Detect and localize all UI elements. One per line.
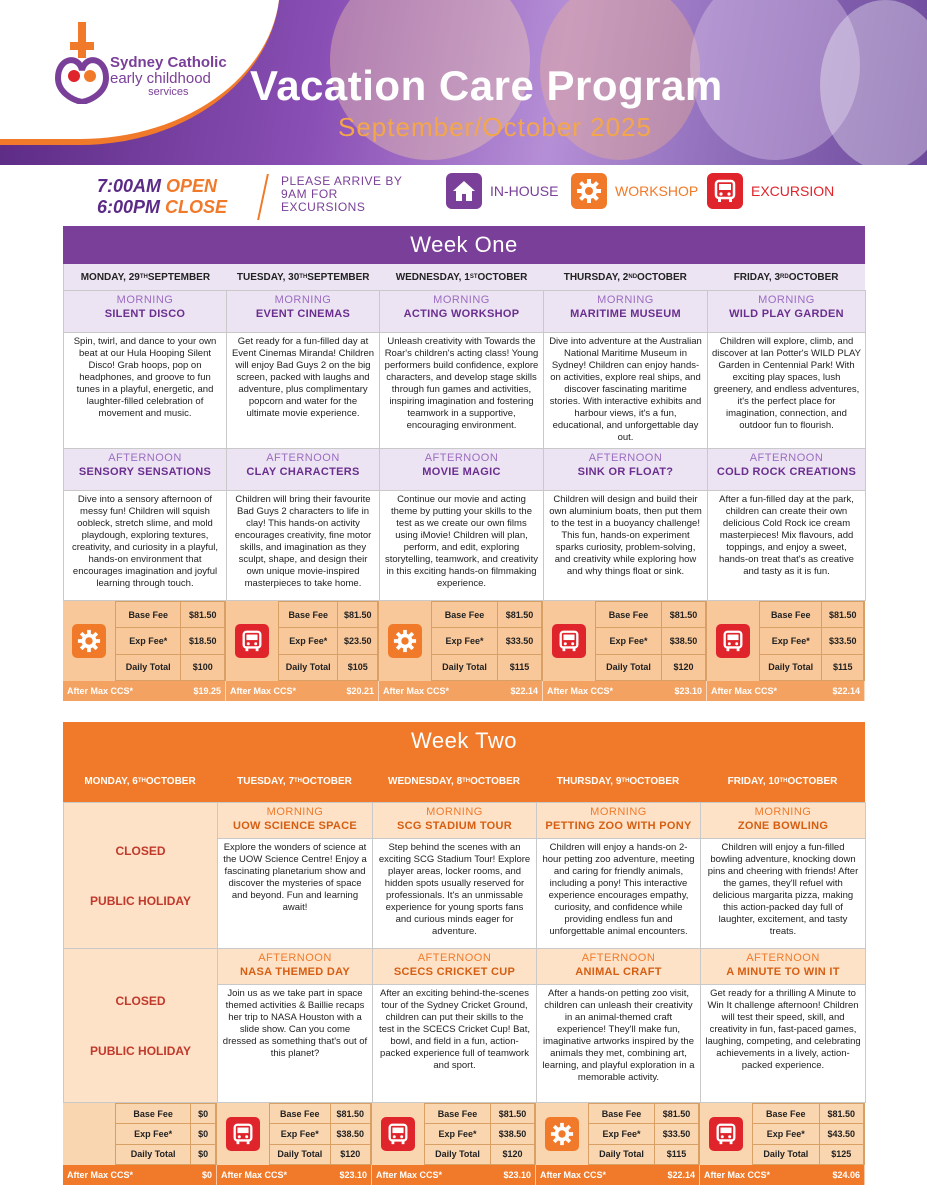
daily-total-label: Daily Total xyxy=(760,654,822,680)
week-one-day-row xyxy=(63,264,865,290)
morning-label: MORNING xyxy=(590,806,647,818)
daily-total-value: $120 xyxy=(491,1144,535,1164)
afternoon-label: AFTERNOON xyxy=(424,452,499,464)
morning-label: MORNING xyxy=(266,806,324,818)
base-fee-label: Base Fee xyxy=(753,1104,820,1124)
activity-description: Children will design and build their own aluminium boats, then put them to the test in a buoyancy challenge! This fun, hands-on experiment sparks curiosity, problem-solving, and creativity while exploring how and why things float or sink. xyxy=(544,491,708,601)
daily-total-label: Daily Total xyxy=(116,654,181,680)
activity-title: MOVIE MAGIC xyxy=(422,466,501,478)
ccs-label: After Max CCS* xyxy=(547,686,614,696)
day-header: WEDNESDAY, 1 ST OCTOBER xyxy=(395,271,528,283)
activity-type xyxy=(63,601,115,681)
legend-inhouse xyxy=(446,173,558,209)
activity-description: After a fun-filled day at the park, children can create their own delicious Cold Rock ice cream masterpieces! Mix flavours, add toppings, and enjoy a sweet, hands-on treat that's as creative and tasty as it is fun. xyxy=(708,491,866,601)
afternoon-slot xyxy=(708,449,866,491)
afternoon-slot xyxy=(64,449,227,491)
afternoon-label: AFTERNOON xyxy=(581,952,656,964)
close-time: 6:00PM xyxy=(97,197,161,217)
ccs-value: $22.14 xyxy=(510,686,538,696)
exp-fee-label: Exp Fee* xyxy=(760,628,822,654)
gear-icon xyxy=(571,173,607,209)
holiday-label: PUBLIC HOLIDAY xyxy=(90,893,191,908)
activity-description: Step behind the scenes with an exciting SCG Stadium Tour! Explore player areas, locker rooms, and hidden spots usually reserved for professionals. It's an unmissable experience for young sports fans and curious minds eager for adventure. xyxy=(373,839,537,949)
morning-slot xyxy=(537,803,701,839)
ccs-value: $20.21 xyxy=(346,686,374,696)
ccs-value: $23.10 xyxy=(674,686,702,696)
daily-total-label: Daily Total xyxy=(432,654,498,680)
activity-description: Unleash creativity with Towards the Roar's children's acting class! Young performers build confidence, explore characters, and develop stage skills through fun games and activities, inspiring imagination and fostering teamwork in a supportive, encouraging environment. xyxy=(380,333,544,449)
activity-title: UOW SCIENCE SPACE xyxy=(232,820,358,832)
day-header: WEDNESDAY, 8 TH OCTOBER xyxy=(388,775,520,787)
ccs-value: $22.14 xyxy=(667,1170,695,1180)
afternoon-slot xyxy=(380,449,544,491)
morning-slot xyxy=(708,291,866,333)
base-fee-label: Base Fee xyxy=(279,602,338,628)
morning-slot xyxy=(218,803,373,839)
day-header: TUESDAY, 30 TH SEPTEMBER xyxy=(236,271,370,283)
fee-box xyxy=(379,601,543,681)
base-fee-value: $81.50 xyxy=(498,602,542,628)
opening-hours xyxy=(97,176,227,218)
arrival-note: PLEASE ARRIVE BY 9AM FOR EXCURSIONS xyxy=(281,174,403,214)
exp-fee-value: $38.50 xyxy=(330,1124,370,1144)
week-two-table xyxy=(63,722,865,1185)
ccs-cell xyxy=(63,681,226,701)
week-one-fees xyxy=(63,601,865,681)
fee-box xyxy=(226,601,379,681)
afternoon-slot xyxy=(701,949,866,985)
exp-fee-value: $0 xyxy=(191,1124,216,1144)
week-two-fees xyxy=(63,1103,865,1165)
morning-label: MORNING xyxy=(758,294,815,306)
open-word: OPEN xyxy=(166,176,218,196)
gear-icon xyxy=(388,624,422,658)
base-fee-value: $81.50 xyxy=(819,1104,863,1124)
daily-total-value: $100 xyxy=(181,654,225,680)
bus-icon xyxy=(381,1117,415,1151)
afternoon-slot xyxy=(218,949,373,985)
morning-slot xyxy=(544,291,708,333)
ccs-value: $0 xyxy=(201,1170,212,1180)
bus-icon xyxy=(709,1117,743,1151)
ccs-value: $23.10 xyxy=(339,1170,367,1180)
bus-icon xyxy=(716,624,750,658)
activity-description: Continue our movie and acting theme by putting your skills to the test as we create our own films using iMovie! Children will plan, perform, and edit, exploring storytelling, teamwork, and creativity in this exciting hands-on filmmaking experience. xyxy=(380,491,544,601)
day-header: THURSDAY, 2 ND OCTOBER xyxy=(563,271,687,283)
morning-slot xyxy=(373,803,537,839)
exp-fee-label: Exp Fee* xyxy=(596,628,662,654)
day-header: FRIDAY, 10 TH OCTOBER xyxy=(727,775,838,787)
ccs-label: After Max CCS* xyxy=(376,1170,443,1180)
activity-title: ZONE BOWLING xyxy=(737,820,829,832)
activity-title: SCECS CRICKET CUP xyxy=(393,966,516,978)
logo-icon xyxy=(52,18,112,104)
base-fee-label: Base Fee xyxy=(425,1104,491,1124)
open-time: 7:00AM xyxy=(97,176,162,196)
exp-fee-value: $33.50 xyxy=(822,628,864,654)
base-fee-label: Base Fee xyxy=(596,602,662,628)
activity-title: NASA THEMED DAY xyxy=(239,966,351,978)
daily-total-value: $120 xyxy=(662,654,706,680)
fee-box xyxy=(63,601,226,681)
logo-line-2: early childhood xyxy=(110,69,211,87)
exp-fee-label: Exp Fee* xyxy=(270,1124,331,1144)
morning-slot xyxy=(64,291,227,333)
activity-type xyxy=(372,1103,424,1165)
base-fee-value: $0 xyxy=(191,1104,216,1124)
exp-fee-label: Exp Fee* xyxy=(425,1124,491,1144)
ccs-label: After Max CCS* xyxy=(67,1170,134,1180)
afternoon-label: AFTERNOON xyxy=(108,452,182,464)
activity-description: Explore the wonders of science at the UOW Science Centre! Enjoy a fascinating planetarium show and discover the mysteries of space and beyond. Fun and learning await! xyxy=(218,839,373,949)
activity-type xyxy=(63,1103,115,1165)
bus-icon xyxy=(707,173,743,209)
logo-line-3: services xyxy=(148,85,189,98)
page-header xyxy=(0,0,927,165)
daily-total-label: Daily Total xyxy=(270,1144,331,1164)
ccs-label: After Max CCS* xyxy=(383,686,450,696)
base-fee-label: Base Fee xyxy=(432,602,498,628)
day-header: MONDAY, 29 TH SEPTEMBER xyxy=(80,271,211,283)
ccs-cell xyxy=(707,681,865,701)
holiday-cell xyxy=(64,803,218,949)
activity-description: Children will enjoy a fun-filled bowling adventure, knocking down pins and cheering with friends! After the games, they'll refuel with delicious margarita pizza, making this action-packed day full of laughter, excitement, and tasty treats. xyxy=(701,839,866,949)
fee-box xyxy=(543,601,707,681)
activity-description: Get ready for a fun-filled day at Event Cinemas Miranda! Children will enjoy Bad Guys 2 on the big screen, packed with laughs and adventure, plus complimentary popcorn and water for the ultimate movie experience. xyxy=(227,333,380,449)
exp-fee-label: Exp Fee* xyxy=(116,628,181,654)
activity-type xyxy=(217,1103,269,1165)
fee-box xyxy=(536,1103,700,1165)
exp-fee-label: Exp Fee* xyxy=(116,1124,191,1144)
base-fee-value: $81.50 xyxy=(338,602,378,628)
page-subtitle: September/October 2025 xyxy=(338,112,652,142)
daily-total-value: $120 xyxy=(330,1144,370,1164)
activity-title: ACTING WORKSHOP xyxy=(403,308,520,320)
exp-fee-value: $38.50 xyxy=(491,1124,535,1144)
afternoon-label: AFTERNOON xyxy=(258,952,332,964)
base-fee-label: Base Fee xyxy=(589,1104,655,1124)
ccs-cell xyxy=(226,681,379,701)
activity-description: Dive into adventure at the Australian National Maritime Museum in Sydney! Children can enjoy hands-on activities, explore real ships, and discover fascinating maritime stories. With interactive exhibits and harbour views, it's a fun, educational, and unforgettable day out. xyxy=(544,333,708,449)
ccs-cell xyxy=(372,1165,536,1185)
daily-total-value: $125 xyxy=(819,1144,863,1164)
gear-icon xyxy=(545,1117,579,1151)
activity-title: MARITIME MUSEUM xyxy=(570,308,681,320)
afternoon-label: AFTERNOON xyxy=(746,952,820,964)
activity-type xyxy=(536,1103,588,1165)
week-two-ccs-row xyxy=(63,1165,865,1185)
ccs-value: $24.06 xyxy=(832,1170,860,1180)
bus-icon xyxy=(226,1117,260,1151)
exp-fee-label: Exp Fee* xyxy=(432,628,498,654)
exp-fee-value: $38.50 xyxy=(662,628,706,654)
activity-description: After a hands-on petting zoo visit, children can unleash their creativity in an animal-themed craft experience! They'll make fun, imaginative artworks inspired by the animals they met, combining art, learning, and playful exploration in a memorable activity. xyxy=(537,985,701,1103)
activity-type xyxy=(700,1103,752,1165)
afternoon-label: AFTERNOON xyxy=(749,452,824,464)
ccs-value: $23.10 xyxy=(503,1170,531,1180)
daily-total-label: Daily Total xyxy=(589,1144,655,1164)
exp-fee-value: $33.50 xyxy=(498,628,542,654)
activity-title: A MINUTE TO WIN IT xyxy=(726,966,840,978)
ccs-value: $19.25 xyxy=(193,686,221,696)
week-one-grid xyxy=(63,290,866,601)
fee-box xyxy=(372,1103,536,1165)
ccs-cell xyxy=(536,1165,700,1185)
activity-description: Get ready for a thrilling A Minute to Win It challenge afternoon! Children will test their speed, skill, and creativity in fun, fast-paced games, laughing, competing, and celebrating achievements in a lively, action-packed experience. xyxy=(701,985,866,1103)
fee-box xyxy=(707,601,865,681)
morning-label: MORNING xyxy=(754,806,812,818)
exp-fee-label: Exp Fee* xyxy=(753,1124,820,1144)
ccs-cell xyxy=(63,1165,217,1185)
morning-label: MORNING xyxy=(426,806,483,818)
activity-title: ANIMAL CRAFT xyxy=(575,966,662,978)
ccs-cell xyxy=(700,1165,865,1185)
morning-label: MORNING xyxy=(274,294,332,306)
activity-title: WILD PLAY GARDEN xyxy=(729,308,844,320)
base-fee-label: Base Fee xyxy=(760,602,822,628)
legend-inhouse-label: IN-HOUSE xyxy=(490,183,559,199)
activity-title: SILENT DISCO xyxy=(104,308,186,320)
activity-type xyxy=(226,601,278,681)
page-title: Vacation Care Program xyxy=(250,62,723,109)
info-strip xyxy=(0,165,927,225)
bus-icon xyxy=(552,624,586,658)
week-two-grid xyxy=(63,802,866,1103)
activity-description: After an exciting behind-the-scenes tour of the Sydney Cricket Ground, children can put their skills to the test in the SCECS Cricket Cup! Bat, bowl, and field in a fun, action-packed experience full of teamwork and sport. xyxy=(373,985,537,1103)
legend-excursion-label: EXCURSION xyxy=(751,183,835,199)
activity-description: Children will bring their favourite Bad Guys 2 characters to life in clay! This hands-on activity encourages creativity, fine motor skills, and imagination as they sculpt, shape, and design their own unique movie-inspired masterpieces to take home. xyxy=(227,491,380,601)
logo-text xyxy=(110,55,227,98)
ccs-label: After Max CCS* xyxy=(67,686,134,696)
exp-fee-value: $33.50 xyxy=(655,1124,699,1144)
activity-title: SCG STADIUM TOUR xyxy=(396,820,512,832)
daily-total-label: Daily Total xyxy=(116,1144,191,1164)
activity-description: Children will enjoy a hands-on 2-hour petting zoo adventure, meeting and caring for friendly animals, including a pony! This interactive experience encourages empathy, curiosity, and confidence while providing endless fun and unforgettable animal encounters. xyxy=(537,839,701,949)
daily-total-label: Daily Total xyxy=(753,1144,820,1164)
activity-title: SINK OR FLOAT? xyxy=(577,466,674,478)
fee-box xyxy=(63,1103,217,1165)
exp-fee-label: Exp Fee* xyxy=(589,1124,655,1144)
activity-description: Children will explore, climb, and discover at Ian Potter's WILD PLAY Garden in Centennial Park! With exciting play spaces, lush greenery, and endless adventures, it's the perfect place for imagination, connection, and outdoor fun to flourish. xyxy=(708,333,866,449)
base-fee-value: $81.50 xyxy=(181,602,225,628)
week-one-ccs-row xyxy=(63,681,865,701)
base-fee-value: $81.50 xyxy=(330,1104,370,1124)
bus-icon xyxy=(235,624,269,658)
holiday-cell xyxy=(64,949,218,1103)
activity-title: CLAY CHARACTERS xyxy=(246,466,360,478)
ccs-label: After Max CCS* xyxy=(230,686,297,696)
activity-description: Spin, twirl, and dance to your own beat at our Hula Hooping Silent Disco! Grab hoops, pop on headphones, and groove to fun tunes in a playful, energetic, and laughter-filled celebration of movement and music. xyxy=(64,333,227,449)
holiday-label: PUBLIC HOLIDAY xyxy=(90,1043,191,1058)
morning-label: MORNING xyxy=(116,294,174,306)
morning-label: MORNING xyxy=(597,294,654,306)
fee-box xyxy=(700,1103,865,1165)
base-fee-value: $81.50 xyxy=(655,1104,699,1124)
legend-workshop xyxy=(571,173,698,209)
daily-total-label: Daily Total xyxy=(425,1144,491,1164)
exp-fee-value: $23.50 xyxy=(338,628,378,654)
fee-box xyxy=(217,1103,372,1165)
morning-slot xyxy=(227,291,380,333)
base-fee-label: Base Fee xyxy=(116,1104,191,1124)
day-header: TUESDAY, 7 TH OCTOBER xyxy=(237,775,352,787)
activity-title: SENSORY SENSATIONS xyxy=(78,466,212,478)
morning-slot xyxy=(380,291,544,333)
daily-total-label: Daily Total xyxy=(279,654,338,680)
afternoon-slot xyxy=(544,449,708,491)
afternoon-label: AFTERNOON xyxy=(417,952,492,964)
closed-label: CLOSED xyxy=(115,993,166,1008)
daily-total-label: Daily Total xyxy=(596,654,662,680)
activity-title: COLD ROCK CREATIONS xyxy=(716,466,857,478)
logo-line-1: Sydney Catholic xyxy=(110,54,227,71)
morning-label: MORNING xyxy=(433,294,490,306)
daily-total-value: $115 xyxy=(498,654,542,680)
activity-description: Dive into a sensory afternoon of messy fun! Children will squish oobleck, stretch slime, and mold playdough, exploring textures, creativity, and curiosity in a playful, hands-on environment that encourages imagination and joyful learning through touch. xyxy=(64,491,227,601)
activity-type xyxy=(707,601,759,681)
afternoon-slot xyxy=(227,449,380,491)
daily-total-value: $0 xyxy=(191,1144,216,1164)
week-two-banner: Week Two xyxy=(63,722,865,760)
daily-total-value: $115 xyxy=(822,654,864,680)
day-header: MONDAY, 6 TH OCTOBER xyxy=(84,775,196,787)
activity-type xyxy=(379,601,431,681)
gear-icon xyxy=(72,624,106,658)
ccs-value: $22.14 xyxy=(832,686,860,696)
week-two-day-row xyxy=(63,760,865,802)
afternoon-slot xyxy=(373,949,537,985)
ccs-cell xyxy=(379,681,543,701)
activity-title: PETTING ZOO WITH PONY xyxy=(545,820,692,832)
divider-slash xyxy=(257,174,269,220)
base-fee-value: $81.50 xyxy=(662,602,706,628)
base-fee-value: $81.50 xyxy=(822,602,864,628)
closed-label: CLOSED xyxy=(115,843,166,858)
daily-total-value: $115 xyxy=(655,1144,699,1164)
base-fee-label: Base Fee xyxy=(116,602,181,628)
afternoon-label: AFTERNOON xyxy=(588,452,663,464)
base-fee-value: $81.50 xyxy=(491,1104,535,1124)
ccs-label: After Max CCS* xyxy=(221,1170,288,1180)
day-header: THURSDAY, 9 TH OCTOBER xyxy=(556,775,680,787)
afternoon-slot xyxy=(537,949,701,985)
ccs-label: After Max CCS* xyxy=(711,686,778,696)
ccs-label: After Max CCS* xyxy=(540,1170,607,1180)
exp-fee-label: Exp Fee* xyxy=(279,628,338,654)
day-header: FRIDAY, 3 RD OCTOBER xyxy=(733,271,839,283)
activity-title: EVENT CINEMAS xyxy=(255,308,351,320)
morning-slot xyxy=(701,803,866,839)
ccs-cell xyxy=(543,681,707,701)
legend-excursion xyxy=(707,173,834,209)
base-fee-label: Base Fee xyxy=(270,1104,331,1124)
exp-fee-value: $43.50 xyxy=(819,1124,863,1144)
close-word: CLOSE xyxy=(165,197,228,217)
exp-fee-value: $18.50 xyxy=(181,628,225,654)
ccs-label: After Max CCS* xyxy=(704,1170,771,1180)
ccs-cell xyxy=(217,1165,372,1185)
daily-total-value: $105 xyxy=(338,654,378,680)
afternoon-label: AFTERNOON xyxy=(266,452,340,464)
home-icon xyxy=(446,173,482,209)
week-one-table xyxy=(63,226,865,701)
activity-type xyxy=(543,601,595,681)
activity-description: Join us as we take part in space themed activities & Baillie recaps her trip to NASA Houston with a slide show. Can you come dressed as something that's out of this planet? xyxy=(218,985,373,1103)
legend-workshop-label: WORKSHOP xyxy=(615,183,699,199)
week-one-banner: Week One xyxy=(63,226,865,264)
